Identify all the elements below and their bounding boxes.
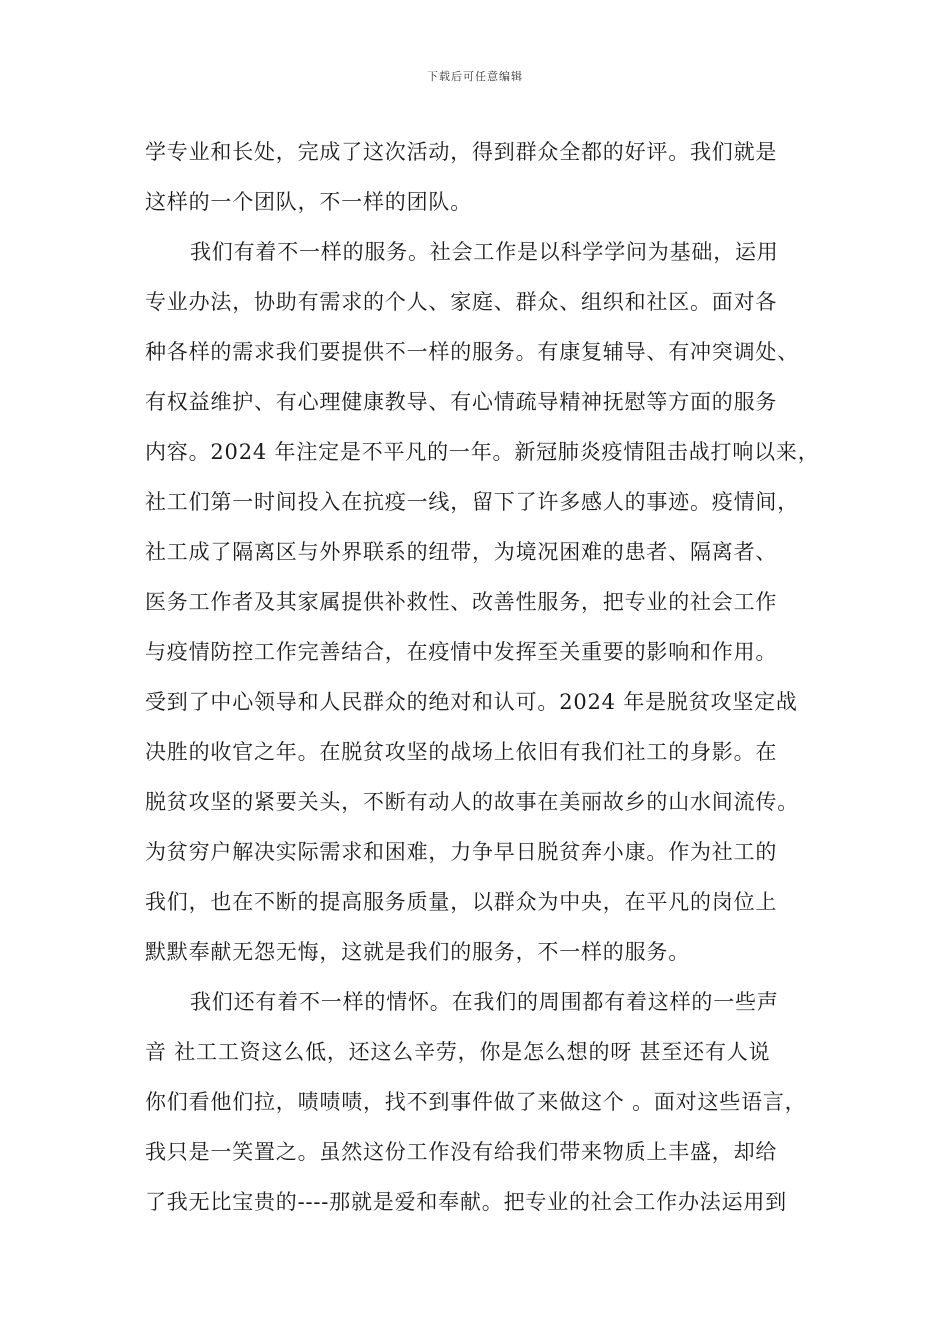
text-line: 我们，也在不断的提高服务质量，以群众为中央，在平凡的岗位上 — [145, 890, 778, 914]
text-line: 社工成了隔离区与外界联系的纽带，为境况困难的患者、隔离者、 — [145, 540, 778, 564]
paragraph-3 — [145, 980, 810, 1230]
text-line: 社工们第一时间投入在抗疫一线，留下了许多感人的事迹。疫情间， — [145, 490, 799, 514]
text-line: 医务工作者及其家属提供补救性、改善性服务，把专业的社会工作 — [145, 590, 778, 614]
text-line: 默默奉献无怨无悔，这就是我们的服务，不一样的服务。 — [145, 940, 690, 964]
page-header-note: 下载后可任意编辑 — [427, 70, 523, 83]
text-line: 我们有着不一样的服务。社会工作是以科学学问为基础，运用 — [190, 240, 779, 264]
text-line: 你们看他们拉，啧啧啧，找不到事件做了来做这个 。面对这些语言， — [145, 1090, 807, 1114]
text-line: 音 社工工资这么低，还这么辛劳，你是怎么想的呀 甚至还有人说 — [145, 1040, 771, 1064]
text-line: 有权益维护、有心理健康教导、有心情疏导精神抚慰等方面的服务 — [145, 390, 778, 414]
paragraph-2 — [145, 230, 820, 980]
text-line: 脱贫攻坚的紧要关头，不断有动人的故事在美丽故乡的山水间流传。 — [145, 790, 799, 814]
text-line: 内容。2024 年注定是不平凡的一年。新冠肺炎疫情阻击战打响以来， — [145, 440, 820, 464]
text-line: 了我无比宝贵的----那就是爱和奉献。把专业的社会工作办法运用到 — [145, 1190, 787, 1214]
text-line: 专业办法，协助有需求的个人、家庭、群众、组织和社区。面对各 — [145, 290, 778, 314]
text-line: 种各样的需求我们要提供不一样的服务。有康复辅导、有冲突调处、 — [145, 340, 799, 364]
document-body — [145, 130, 820, 1230]
text-line: 决胜的收官之年。在脱贫攻坚的战场上依旧有我们社工的身影。在 — [145, 740, 778, 764]
text-line: 学专业和长处，完成了这次活动，得到群众全都的好评。我们就是 — [145, 140, 778, 164]
text-line: 与疫情防控工作完善结合，在疫情中发挥至关重要的影响和作用。 — [145, 640, 778, 664]
text-line: 为贫穷户解决实际需求和困难，力争早日脱贫奔小康。作为社工的 — [145, 840, 778, 864]
text-line: 这样的一个团队，不一样的团队。 — [145, 190, 472, 214]
paragraph-1 — [145, 130, 810, 230]
text-line: 受到了中心领导和人民群众的绝对和认可。2024 年是脱贫攻坚定战 — [145, 690, 798, 714]
text-line: 我只是一笑置之。虽然这份工作没有给我们带来物质上丰盛，却给 — [145, 1140, 778, 1164]
text-line: 我们还有着不一样的情怀。在我们的周围都有着这样的一些声 — [190, 990, 779, 1014]
